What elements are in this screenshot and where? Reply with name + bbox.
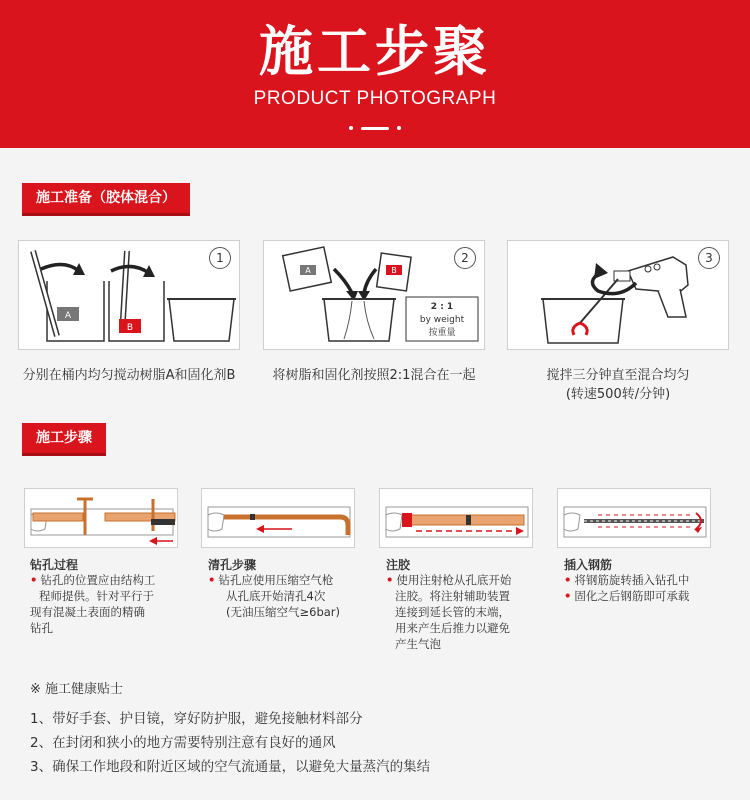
mix-illustration-2 <box>264 241 486 351</box>
step-title-cleaning: 清孔步骤 <box>208 558 257 572</box>
stir-arrow-icon <box>111 266 149 273</box>
tip-item: 2、在封闭和狭小的地方需要特别注意有良好的通风 <box>30 735 336 751</box>
ratio-unit: by weight <box>419 315 465 325</box>
stir-arrow-icon <box>41 264 79 271</box>
bucket-icon <box>169 299 234 341</box>
step-panel-rebar <box>557 488 711 548</box>
arrow-icon <box>364 269 376 293</box>
section-label-steps: 施工步骤 <box>22 423 106 453</box>
tag-b-label: B <box>126 323 134 333</box>
step-number: 3 <box>698 247 720 269</box>
prep-panel-2 <box>263 240 485 350</box>
section-label-prep: 施工准备（胶体混合） <box>22 183 190 213</box>
prep-panel-3 <box>507 240 729 350</box>
step-number: 2 <box>454 247 476 269</box>
step-panel-cleaning <box>201 488 355 548</box>
ratio-cn: 按重量 <box>428 328 456 338</box>
step-desc-rebar: • 将钢筋旋转插入钻孔中 • 固化之后钢筋即可承载 <box>564 573 690 603</box>
step-title-injection: 注胶 <box>386 558 411 572</box>
tag-b-label: B <box>391 266 397 275</box>
tips-title: ※ 施工健康贴士 <box>30 682 124 697</box>
step-title-rebar: 插入钢筋 <box>564 558 613 572</box>
prep-caption-2: 将树脂和固化剂按照2:1混合在一起 <box>272 368 476 383</box>
arrow-icon <box>334 269 352 293</box>
header-decoration <box>0 126 750 130</box>
bucket-icon <box>324 299 394 341</box>
step-desc-injection: • 使用注射枪从孔底开始 注胶。将注射辅助装置 连接到延长管的末端， 用来产生后推力以避免 产生气泡 <box>386 573 512 651</box>
health-tips <box>30 678 720 779</box>
page-title: 施工步聚 <box>259 20 491 83</box>
ratio-value: 2 : 1 <box>430 302 454 312</box>
drill-icon <box>614 257 688 317</box>
page-subtitle: PRODUCT PHOTOGRAPH <box>253 88 497 109</box>
step-panel-injection <box>379 488 533 548</box>
tag-a-label: A <box>305 266 311 275</box>
tag-a-label: A <box>64 311 72 321</box>
prep-caption-1: 分别在桶内均匀搅动树脂A和固化剂B <box>22 368 236 383</box>
tip-item: 1、带好手套、护目镜，穿好防护服，避免接触材料部分 <box>30 711 363 727</box>
step-title-drilling: 钻孔过程 <box>30 558 79 572</box>
step-number: 1 <box>209 247 231 269</box>
prep-panel-1 <box>18 240 240 350</box>
step-desc-drilling: • 钻孔的位置应由结构工 程师提供。针对平行于 现有混凝土表面的精确 钻孔 <box>30 573 156 635</box>
step-panel-drilling <box>24 488 178 548</box>
tip-item: 3、确保工作地段和附近区域的空气流通量，以避免大量蒸汽的集结 <box>30 759 431 775</box>
page-header <box>0 0 750 148</box>
step-desc-cleaning: • 钻孔应使用压缩空气枪 从孔底开始清孔4次 (无油压缩空气≥6bar) <box>208 573 340 619</box>
mix-illustration-3 <box>508 241 730 351</box>
prep-caption-3: 搅拌三分钟直至混合均匀 (转速500转/分钟) <box>546 368 690 402</box>
mix-illustration-1 <box>19 241 241 351</box>
